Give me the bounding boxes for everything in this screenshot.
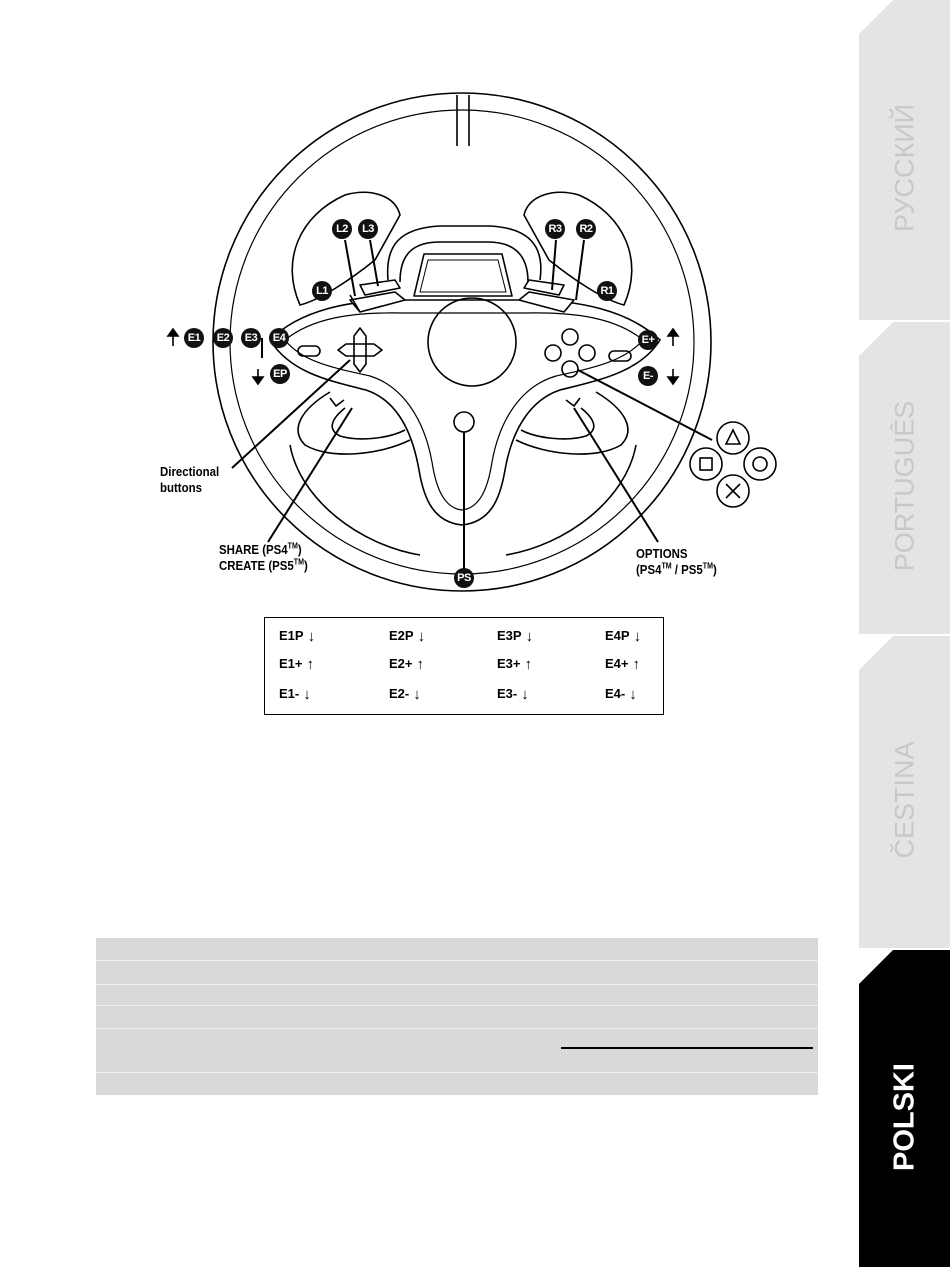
tab-portuguese[interactable] (859, 322, 950, 634)
arrow-down-icon: ↓ (633, 628, 642, 645)
arrow-down-icon: ↓ (521, 686, 529, 703)
badge-l3: L3 (358, 219, 378, 239)
mapping-label: E2- (389, 686, 410, 701)
badge-e4: E4 (269, 328, 289, 348)
wheel-rim-inner (230, 110, 694, 574)
ps-button (454, 412, 474, 432)
tab-label: POLSKI (888, 1062, 920, 1171)
label-share-create: SHARE (PS4™) CREATE (PS5™) (219, 541, 308, 573)
label-directional-buttons: Directional buttons (160, 464, 220, 495)
mapping-cell (279, 656, 314, 673)
badge-l1: L1 (312, 281, 332, 301)
steering-wheel-diagram (0, 0, 860, 620)
badge-e3: E3 (241, 328, 261, 348)
arrow-down-icon: ↓ (307, 628, 316, 645)
mapping-label: E3+ (497, 656, 521, 671)
arrow-down-icon: ↓ (629, 686, 637, 703)
mapping-cell (389, 656, 424, 673)
cross-icon (726, 484, 740, 498)
tab-label: ČESTINA (889, 741, 919, 859)
mapping-label: E3P (497, 628, 522, 643)
arrow-up-icon: ↑ (632, 656, 640, 673)
mapping-cell (497, 656, 532, 673)
square-icon (700, 458, 712, 470)
arrow-down-icon: ↓ (525, 628, 534, 645)
arrow-up-icon: ↑ (524, 656, 532, 673)
label-options: OPTIONS (PS4™ / PS5™) (636, 546, 717, 577)
mapping-label: E1+ (279, 656, 303, 671)
mapping-cell (605, 628, 641, 645)
arrow-down-icon: ↓ (413, 686, 421, 703)
mapping-label: E2P (389, 628, 414, 643)
mapping-label: E1- (279, 686, 300, 701)
badge-r1: R1 (597, 281, 617, 301)
mapping-cell (279, 686, 311, 703)
badge-ps: PS (454, 568, 474, 588)
mapping-cell (497, 628, 533, 645)
mapping-label: E4P (605, 628, 630, 643)
mapping-cell (389, 686, 421, 703)
badge-r2: R2 (576, 219, 596, 239)
mapping-cell (279, 628, 315, 645)
circle-button-circle (744, 448, 776, 480)
tab-russian[interactable] (859, 0, 950, 320)
badge-ep: EP (270, 364, 290, 384)
mapping-cell (389, 628, 425, 645)
arrow-up-icon: ↑ (306, 656, 314, 673)
underline-rule (561, 1047, 813, 1049)
mapping-label: E1P (279, 628, 304, 643)
mapping-label: E2+ (389, 656, 413, 671)
arrow-down-icon: ↓ (417, 628, 426, 645)
arrow-down-icon: ↓ (303, 686, 311, 703)
badge-e2: E2 (213, 328, 233, 348)
arrow-up-icon: ↑ (416, 656, 424, 673)
badge-r3: R3 (545, 219, 565, 239)
badge-l2: L2 (332, 219, 352, 239)
mapping-cell (497, 686, 529, 703)
badge-eplus: E+ (638, 330, 658, 350)
tab-czech[interactable] (859, 636, 950, 948)
triangle-icon (726, 430, 740, 444)
badge-eminus: E- (638, 366, 658, 386)
paddle-mapping-table (264, 617, 664, 715)
grey-info-box (96, 938, 818, 1095)
square-button-circle (690, 448, 722, 480)
mapping-label: E4- (605, 686, 626, 701)
hub-center (428, 298, 516, 386)
mapping-cell (605, 656, 640, 673)
tab-polish[interactable] (859, 950, 950, 1267)
badge-e1: E1 (184, 328, 204, 348)
mapping-label: E4+ (605, 656, 629, 671)
triangle-button-circle (717, 422, 749, 454)
circle-icon (753, 457, 767, 471)
mapping-label: E3- (497, 686, 518, 701)
mapping-cell (605, 686, 637, 703)
tab-label: РУССКИЙ (889, 103, 919, 233)
tab-label: PORTUGUÊS (889, 400, 919, 572)
